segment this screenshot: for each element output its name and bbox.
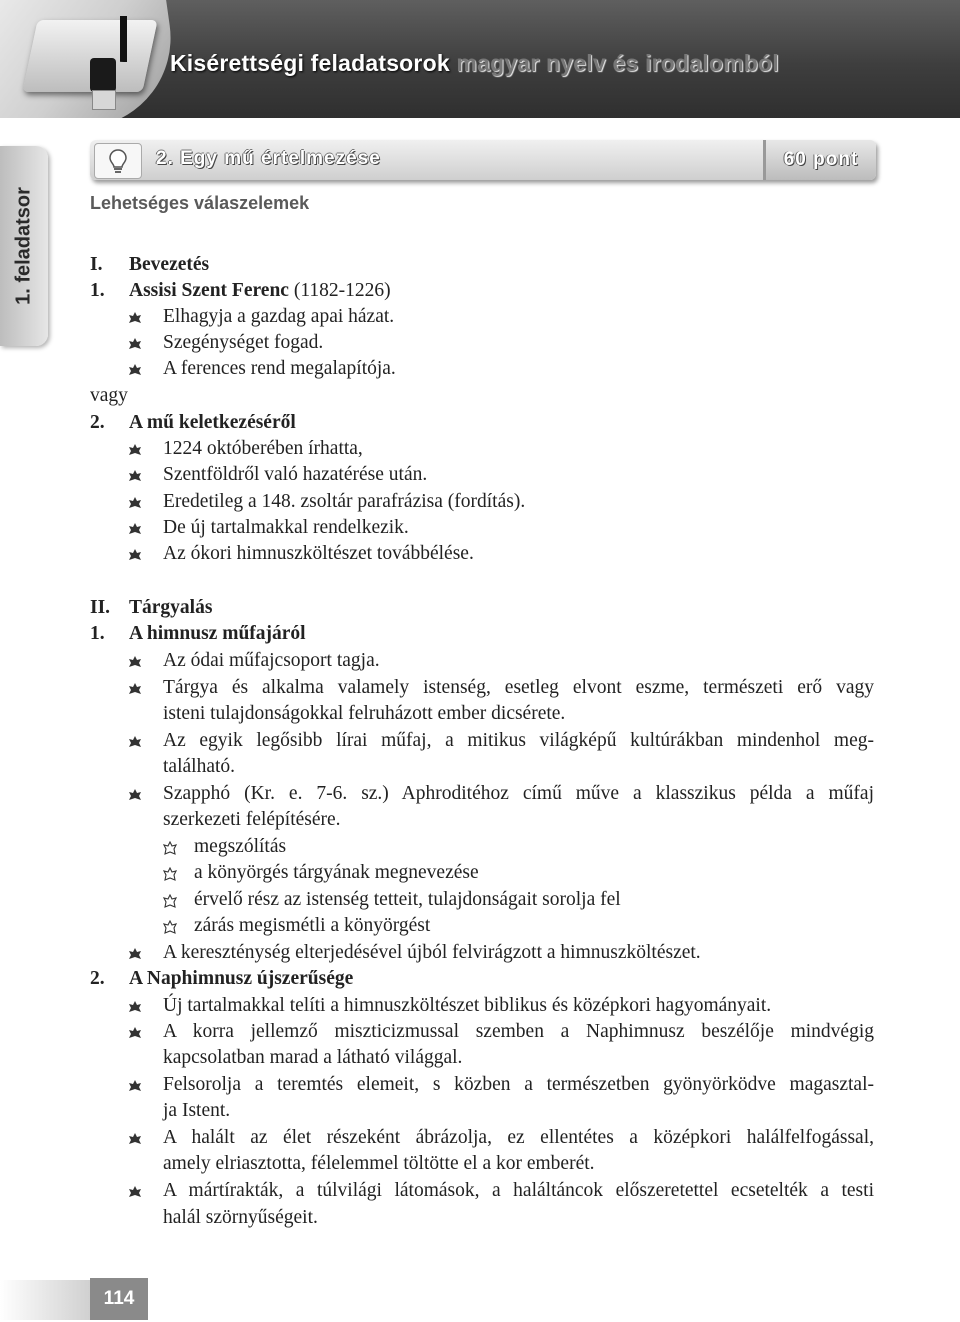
flower-bullet-icon xyxy=(128,735,142,749)
page-number: 114 xyxy=(103,1288,135,1309)
bulb-box xyxy=(94,143,142,179)
subsection-number: 1. xyxy=(90,280,105,301)
section-title: Tárgyalás xyxy=(129,597,213,618)
usb-plug-icon xyxy=(88,46,118,112)
list-item: Új tartalmakkal telíti a himnuszköltészet biblikus és középkori hagyományait. xyxy=(163,995,772,1016)
flower-bullet-icon xyxy=(128,363,142,377)
open-flower-bullet-icon xyxy=(163,920,177,934)
subsection-title: A Naphimnusz újszerűsége xyxy=(129,968,354,989)
flower-bullet-icon xyxy=(128,1079,142,1093)
list-item: Az ódai műfajcsoport tagja. xyxy=(163,650,380,671)
task-heading-bar xyxy=(90,140,876,180)
flower-bullet-icon xyxy=(128,1026,142,1040)
book-title xyxy=(170,50,779,77)
lightbulb-icon xyxy=(109,149,127,175)
list-item: Az ókori himnuszköltészet továbbélése. xyxy=(163,543,474,564)
section-number: II. xyxy=(90,597,111,618)
side-tab xyxy=(0,146,48,346)
subsection-number: 2. xyxy=(90,968,105,989)
sub-list-item: megszólítás xyxy=(194,836,287,857)
list-item: A mártírakták, a túlvilági látomások, a haláltáncok előszeretettel ecsetelték a testi xyxy=(163,1180,874,1201)
list-item: Felsorolja a teremtés elemeit, s közben a természetben gyönyörködve magasztal- xyxy=(163,1074,874,1095)
list-item: Szapphó (Kr. e. 7-6. sz.) Aphroditéhoz című műve a klasszikus példa a műfaj xyxy=(163,783,874,804)
list-item: 1224 októberében írhatta, xyxy=(163,438,363,459)
side-tab-label: 1. feladatsor xyxy=(12,187,35,305)
list-item: Elhagyja a gazdag apai házat. xyxy=(163,306,395,327)
list-item-continuation: ja Istent. xyxy=(163,1100,231,1121)
list-item: Szegénységet fogad. xyxy=(163,332,324,353)
subsection-dates: (1182-1226) xyxy=(288,280,391,301)
list-item-continuation: kapcsolatban marad a látható világgal. xyxy=(163,1047,463,1068)
flower-bullet-icon xyxy=(128,1185,142,1199)
list-item-continuation: található. xyxy=(163,756,236,777)
section-number: I. xyxy=(90,254,103,275)
list-item: A korra jellemző miszticizmussal szemben a Naphimnusz beszélője mindvégig xyxy=(163,1021,874,1042)
page-number-box xyxy=(90,1278,148,1320)
task-title: 2. Egy mű értelmezése xyxy=(156,148,381,169)
flower-bullet-icon xyxy=(128,469,142,483)
list-item-continuation: isteni tulajdonságokkal felruházott ember dicsérete. xyxy=(163,703,566,724)
list-item-continuation: szerkezeti felépítésére. xyxy=(163,809,341,830)
book-title-part2: magyar nyelv és irodalomból xyxy=(456,50,779,76)
flower-bullet-icon xyxy=(128,548,142,562)
footer-strip xyxy=(0,1280,90,1320)
sub-list-item: zárás megismétli a könyörgést xyxy=(194,915,431,936)
alternative-label: vagy xyxy=(90,385,128,406)
subsection-number: 2. xyxy=(90,412,105,433)
list-item-continuation: halál szörnyűségeit. xyxy=(163,1207,318,1228)
flower-bullet-icon xyxy=(128,655,142,669)
list-item: Eredetileg a 148. zsoltár parafrázisa (fordítás). xyxy=(163,491,526,512)
sub-list-item: érvelő rész az istenség tetteit, tulajdonságait sorolja fel xyxy=(194,889,621,910)
book-title-part1: Kisérettségi feladatsorok xyxy=(170,50,450,76)
list-item: Az egyik legősibb lírai műfaj, a mitikus világképű kultúrákban mindenhol meg- xyxy=(163,730,874,751)
subheading: Lehetséges válaszelemek xyxy=(90,193,310,213)
open-flower-bullet-icon xyxy=(163,841,177,855)
subsection-number: 1. xyxy=(90,623,105,644)
section-title: Bevezetés xyxy=(129,254,210,275)
flower-bullet-icon xyxy=(128,788,142,802)
flower-bullet-icon xyxy=(128,337,142,351)
list-item: A ferences rend megalapítója. xyxy=(163,358,396,379)
page-header xyxy=(0,0,960,118)
list-item: Szentföldről való hazatérése után. xyxy=(163,464,428,485)
flower-bullet-icon xyxy=(128,1132,142,1146)
list-item: A halált az élet részeként ábrázolja, ez ellentétes a középkori halálfelfogással, xyxy=(163,1127,874,1148)
flower-bullet-icon xyxy=(128,947,142,961)
flower-bullet-icon xyxy=(128,443,142,457)
flower-bullet-icon xyxy=(128,522,142,536)
list-item: De új tartalmakkal rendelkezik. xyxy=(163,517,409,538)
sub-list-item: a könyörgés tárgyának megnevezése xyxy=(194,862,479,883)
list-item: A kereszténység elterjedésével újból felvirágzott a himnuszköltészet. xyxy=(163,942,701,963)
task-points: 60 pont xyxy=(763,140,876,180)
subsection-title: A himnusz műfajáról xyxy=(129,623,306,644)
subsection-title: A mű keletkezéséről xyxy=(129,412,296,433)
flower-bullet-icon xyxy=(128,1000,142,1014)
list-item: Tárgya és alkalma valamely istenség, esetleg elvont eszme, természeti erő vagy xyxy=(163,677,874,698)
flower-bullet-icon xyxy=(128,682,142,696)
flower-bullet-icon xyxy=(128,311,142,325)
open-flower-bullet-icon xyxy=(163,894,177,908)
subsection-title: Assisi Szent Ferenc xyxy=(129,280,289,301)
list-item-continuation: amely elriasztotta, félelemmel töltötte el a kor emberét. xyxy=(163,1153,595,1174)
open-flower-bullet-icon xyxy=(163,867,177,881)
flower-bullet-icon xyxy=(128,496,142,510)
